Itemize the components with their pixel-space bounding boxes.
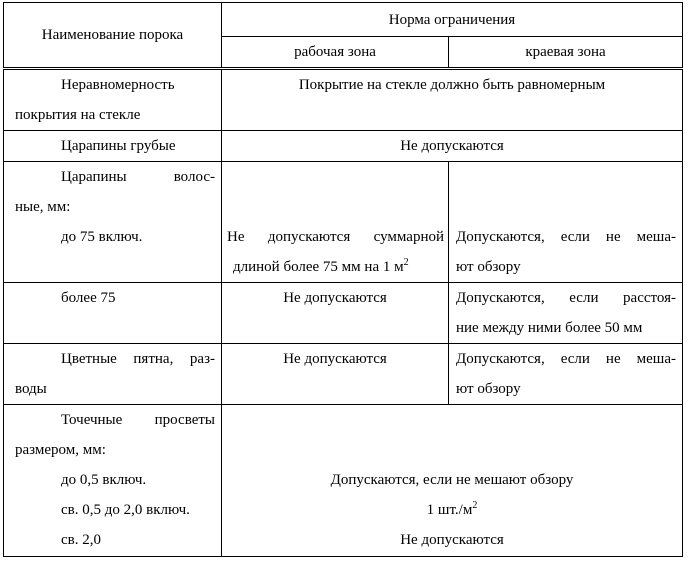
row-hair-name: Царапины волос- ные, мм: до 75 включ. — [4, 162, 222, 283]
row-uneven-name: Неравномерность покрытия на стекле — [4, 69, 222, 131]
row-hair-over-work: Не допускаются — [222, 283, 449, 344]
header-limit-norm: Норма ограничения — [222, 3, 683, 37]
row-hair-work: Не допускаются суммарной длиной более 75 мм на 1 $м^2$ — [222, 162, 449, 283]
row-pinholes-norm: Допускаются, если не мешают обзору 1 $шт./м^2$ Не допускаются — [222, 405, 683, 557]
row-uneven-norm: Покрытие на стекле должно быть равномерным — [222, 69, 683, 131]
row-coarse-norm: Не допускаются — [222, 131, 683, 162]
row-hair-over-edge: Допускаются, если расстоя- ние между ними более 50 мм — [449, 283, 683, 344]
header-defect-name: Наименование порока — [4, 3, 222, 69]
row-stains-work: Не допускаются — [222, 344, 449, 405]
row-pinholes-name: Точечные просветы размером, мм: до 0,5 включ. св. 0,5 до 2,0 включ. св. 2,0 — [4, 405, 222, 557]
row-hair-edge: Допускаются, если не меша- ют обзору — [449, 162, 683, 283]
row-hair-over-name: более 75 — [4, 283, 222, 344]
header-edge-zone: краевая зона — [449, 37, 683, 69]
row-coarse-name: Царапины грубые — [4, 131, 222, 162]
header-work-zone: рабочая зона — [222, 37, 449, 69]
row-stains-name: Цветные пятна, раз- воды — [4, 344, 222, 405]
row-stains-edge: Допускаются, если не меша- ют обзору — [449, 344, 683, 405]
defects-table — [3, 2, 683, 557]
